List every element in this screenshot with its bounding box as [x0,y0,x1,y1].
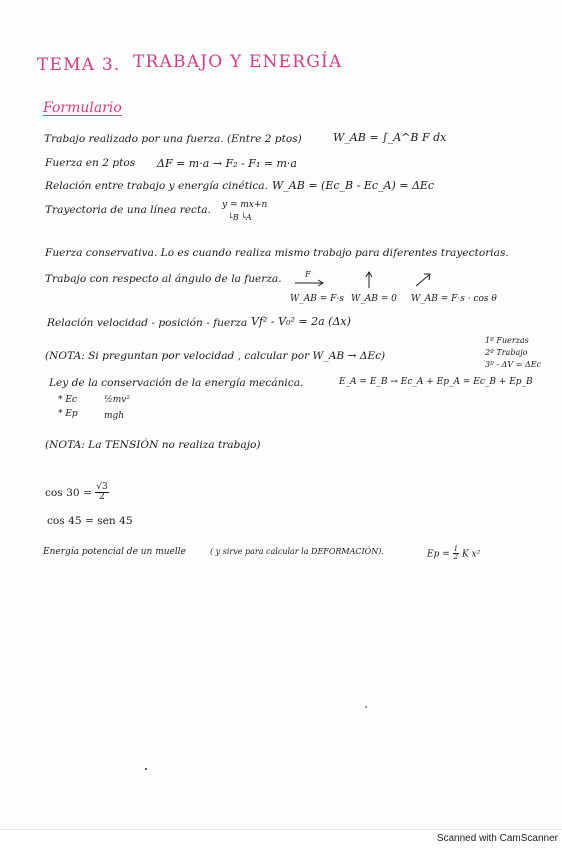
fuerza-2-ptos-formula: ΔF = m·a → F₂ - F₁ = m·a [157,157,297,170]
nota-velocidad: (NOTA: Si preguntan por velocidad , calcular por W_AB → ΔEc) [45,350,386,362]
trayectoria-sub: └B └A [228,213,252,222]
ep-value: mgh [104,411,125,421]
fuerza-conservativa: Fuerza conservativa. Lo es cuando realiza mismo trabajo para diferentes trayectorias. [45,247,509,259]
paper-speck [145,768,147,770]
relacion-formula: W_AB = (Ec_B - Ec_A) = ΔEc [272,179,435,192]
muelle-fraction [453,546,459,562]
horizontal-arrow-icon [294,279,326,287]
muelle-note: ( y sirve para calcular la DEFORMACIÓN). [210,547,384,556]
angulo-w-vertical: W_AB = 0 [351,294,397,304]
nota-step-3: 3º - ΔV = ΔEc [485,360,542,369]
angulo-w-diagonal: W_AB = F·s · cos θ [411,294,497,304]
velocidad-label: Relación velocidad - posición - fuerza [47,317,248,329]
cos30-label: cos 30 = [45,486,92,499]
muelle-formula-post: K x² [461,549,481,560]
ley-conservacion-label: Ley de la conservación de la energía mecánica. [49,377,304,389]
angulo-w-horizontal: W_AB = F·s [290,294,344,304]
cos45-formula: cos 45 = sen 45 [47,515,133,527]
paper-speck [365,706,367,708]
tema-number: TEMA 3. [37,55,121,75]
trayectoria-label: Trayectoria de una línea recta. [45,204,211,216]
muelle-numerator: 1 [453,545,459,553]
cos30-denominator: 2 [99,492,105,503]
angulo-force-label: F [305,270,311,279]
muelle-label: Energía potencial de un muelle [43,547,186,557]
nota-step-2: 2º Trabajo [485,348,528,357]
cos30-formula [45,483,109,503]
trayectoria-formula: y = mx+n [222,200,268,210]
trabajo-fuerza-label: Trabajo realizado por una fuerza. (Entre 2 ptos) [44,133,302,145]
cos30-numerator: √3 [96,482,108,492]
diagonal-arrow-icon [414,272,432,288]
muelle-denominator: 2 [453,553,459,562]
angulo-label: Trabajo con respecto al ángulo de la fuerza. [45,273,282,285]
ec-value: ½mv² [104,395,130,405]
section-heading: Formulario [43,100,122,116]
ep-label: * Ep [58,409,78,419]
cos30-fraction [95,483,108,503]
ley-conservacion-formula: E_A = E_B → Ec_A + Ep_A = Ec_B + Ep_B [339,377,533,387]
muelle-formula [427,546,480,562]
nota-step-1: 1º Fuerzas [485,336,529,345]
relacion-label: Relación entre trabajo y energía cinética. [45,180,268,192]
scanner-watermark: Scanned with CamScanner [0,830,562,848]
nota-tension: (NOTA: La TENSIÓN no realiza trabajo) [45,439,261,451]
ec-label: * Ec [58,395,77,405]
vertical-arrow-icon [364,271,374,289]
velocidad-formula: Vf² - V₀² = 2a (Δx) [251,315,351,328]
muelle-formula-pre: Ep = [427,549,450,560]
fuerza-2-ptos-label: Fuerza en 2 ptos [45,157,136,169]
page-title: TRABAJO Y ENERGÍA [133,52,343,72]
trabajo-fuerza-formula: W_AB = ∫_A^B F dx [333,131,447,144]
